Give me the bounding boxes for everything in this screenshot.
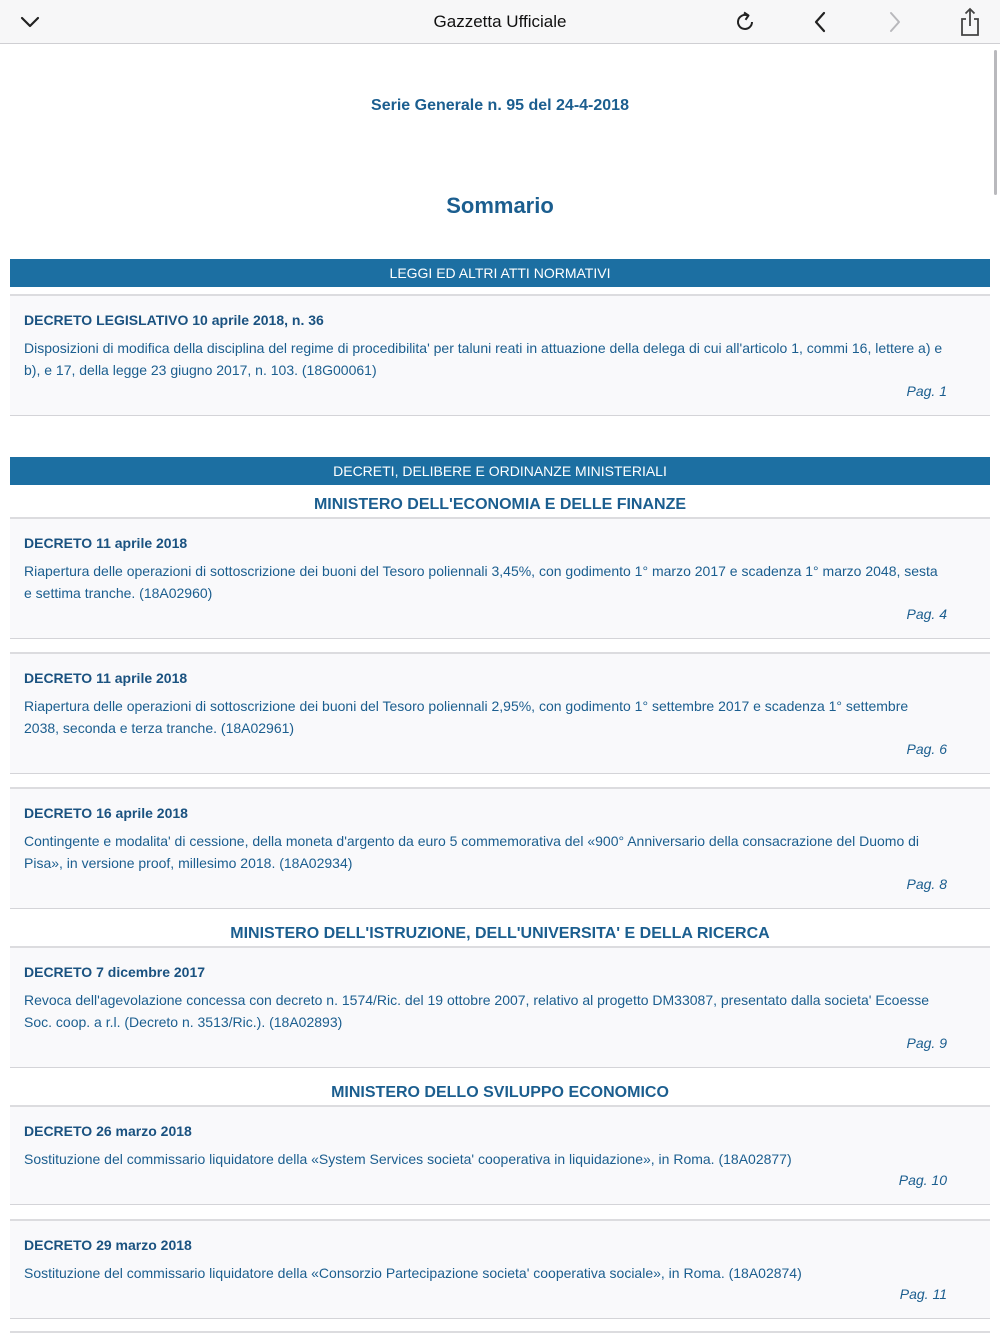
ministry-heading: MINISTERO DELL'ISTRUZIONE, DELL'UNIVERSITA' E DELLA RICERCA xyxy=(230,925,770,942)
entry-description[interactable] xyxy=(24,696,976,739)
list-item[interactable] xyxy=(10,517,990,639)
refresh-icon xyxy=(733,10,757,34)
list-item[interactable] xyxy=(10,946,990,1068)
page-title: Sommario xyxy=(446,193,554,218)
page-reference: Pag. 8 xyxy=(906,876,947,892)
entry-description[interactable] xyxy=(24,1149,976,1171)
section-header: LEGGI ED ALTRI ATTI NORMATIVI xyxy=(10,259,990,287)
share-icon xyxy=(959,7,981,37)
forward-button[interactable] xyxy=(875,0,915,43)
list-item[interactable] xyxy=(10,787,990,909)
entry-description-line: Riapertura delle operazioni di sottoscrizione dei buoni del Tesoro poliennali 3,45%, con godimento 1° marzo 2017 e scadenza 1° marzo 2048, sesta xyxy=(24,563,938,579)
entry-heading[interactable]: DECRETO LEGISLATIVO 10 aprile 2018, n. 36 xyxy=(24,312,324,328)
section-header: DECRETI, DELIBERE E ORDINANZE MINISTERIALI xyxy=(10,457,990,485)
entry-description-line: e settima tranche. (18A02960) xyxy=(24,584,213,601)
entry-heading[interactable]: DECRETO 7 dicembre 2017 xyxy=(24,964,206,980)
list-item[interactable] xyxy=(10,652,990,774)
back-button[interactable] xyxy=(800,0,840,43)
page-reference: Pag. 10 xyxy=(898,1172,947,1188)
divider xyxy=(10,1331,990,1333)
entry-heading[interactable]: DECRETO 26 marzo 2018 xyxy=(24,1123,192,1139)
entry-heading[interactable]: DECRETO 11 aprile 2018 xyxy=(24,670,188,686)
nav-title: Gazzetta Ufficiale xyxy=(433,12,567,31)
entry-description-line: b), e 17, della legge 23 giugno 2017, n. 103. (18G00061) xyxy=(24,361,377,378)
page-reference: Pag. 6 xyxy=(906,741,947,757)
entry-description-line: Soc. coop. a r.l. (Decreto n. 3513/Ric.). (18A02893) xyxy=(24,1013,343,1030)
entry-description-line: Riapertura delle operazioni di sottoscrizione dei buoni del Tesoro poliennali 2,95%, con godimento 1° settembre 2017 e scadenza 1° settembre xyxy=(24,698,909,714)
entry-description[interactable] xyxy=(24,561,976,604)
entry-description-line: Disposizioni di modifica della disciplina del regime di procedibilita' per taluni reati in attuazione della delega di cui all'articolo 1, commi 16, lettere a) e xyxy=(24,340,943,356)
entry-description-line: Sostituzione del commissario liquidatore della «Consorzio Partecipazione societa' cooperativa sociale», in Roma. (18A02874) xyxy=(24,1265,802,1281)
serie-title: Serie Generale n. 95 del 24-4-2018 xyxy=(371,97,629,114)
entry-description[interactable] xyxy=(24,990,976,1033)
list-item[interactable] xyxy=(10,1105,990,1205)
entry-heading[interactable]: DECRETO 29 marzo 2018 xyxy=(24,1237,192,1253)
page-reference: Pag. 9 xyxy=(906,1035,947,1051)
share-button[interactable] xyxy=(950,0,990,43)
ministry-heading: MINISTERO DELLO SVILUPPO ECONOMICO xyxy=(331,1084,669,1101)
entry-description-line: Revoca dell'agevolazione concessa con decreto n. 1574/Ric. del 19 ottobre 2007, relativo al progetto DM33087, presentato dalla societa' Ecoesse xyxy=(24,992,930,1008)
list-item[interactable] xyxy=(10,1219,990,1319)
page-reference: Pag. 11 xyxy=(899,1286,947,1302)
entry-description-line: Contingente e modalita' di cessione, della moneta d'argento da euro 5 commemorativa del «900° Anniversario della consacrazione del Duomo di xyxy=(24,833,920,849)
entry-description[interactable] xyxy=(24,1263,976,1285)
entry-description[interactable] xyxy=(24,338,976,381)
back-arrow-icon xyxy=(813,11,827,33)
reload-button[interactable] xyxy=(725,0,765,43)
entry-description[interactable] xyxy=(24,831,976,874)
entry-heading[interactable]: DECRETO 11 aprile 2018 xyxy=(24,535,188,551)
page-reference: Pag. 4 xyxy=(906,606,947,622)
forward-arrow-icon xyxy=(888,11,902,33)
ministry-heading: MINISTERO DELL'ECONOMIA E DELLE FINANZE xyxy=(313,496,687,513)
nav-bar xyxy=(0,0,1000,44)
scrollbar[interactable] xyxy=(994,50,997,195)
entry-heading[interactable]: DECRETO 16 aprile 2018 xyxy=(24,805,188,821)
list-item[interactable] xyxy=(10,294,990,416)
entry-description-line: 2038, seconda e terza tranche. (18A02961) xyxy=(24,719,295,736)
entry-description-line: Sostituzione del commissario liquidatore della «System Services societa' cooperativa in liquidazione», in Roma. (18A02877) xyxy=(24,1151,792,1167)
page-reference: Pag. 1 xyxy=(906,383,947,399)
entry-description-line: Pisa», in versione proof, millesimo 2018. (18A02934) xyxy=(24,854,353,871)
